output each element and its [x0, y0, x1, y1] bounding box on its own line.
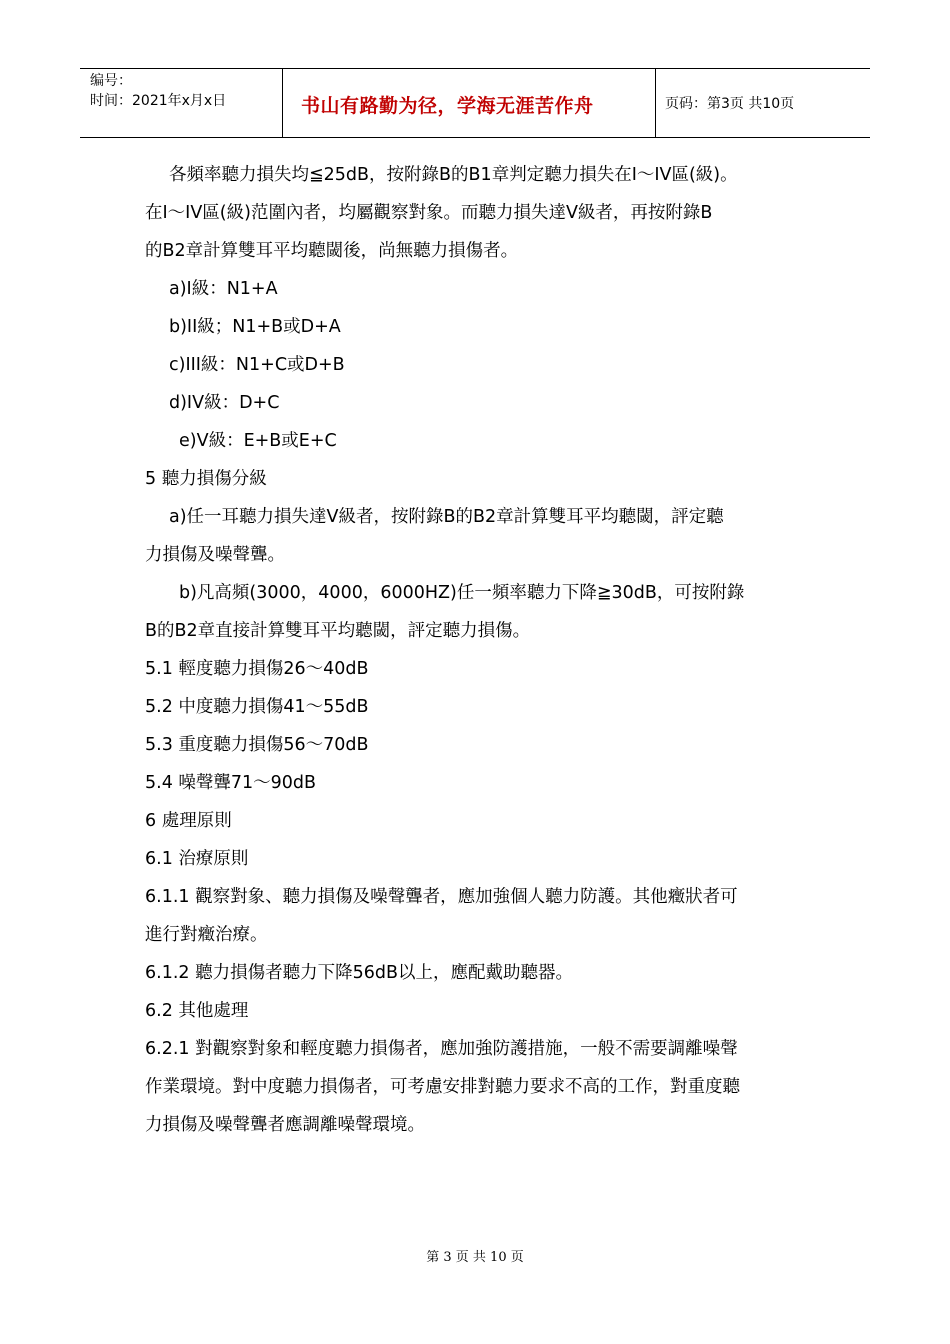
- subsection-heading: 5.4 噪聲聾71～90dB: [145, 773, 317, 793]
- subsection-heading: 6.2 其他處理: [145, 1001, 249, 1021]
- header-motto: 书山有路勤为径，学海无涯苦作舟: [301, 95, 594, 117]
- body-line: 力損傷及噪聲聾。: [145, 545, 285, 565]
- subsection-heading: 6.1 治療原則: [145, 849, 249, 869]
- body-line: B的B2章直接計算雙耳平均聽閾，評定聽力損傷。: [145, 621, 531, 641]
- page-header: [80, 68, 870, 138]
- grade-item: b)II級；N1+B或D+A: [169, 317, 341, 337]
- body-line: 各頻率聽力損失均≦25dB，按附錄B的B1章判定聽力損失在I～IV區(級)。: [169, 165, 738, 185]
- body-line: 進行對癥治療。: [145, 925, 268, 945]
- section-heading: 6 處理原則: [145, 811, 232, 831]
- document-body: [145, 156, 825, 1144]
- body-line: 的B2章計算雙耳平均聽閾後，尚無聽力損傷者。: [145, 241, 519, 261]
- header-motto-cell: [282, 69, 656, 137]
- body-line: a)任一耳聽力損失達V級者，按附錄B的B2章計算雙耳平均聽閾，評定聽: [169, 507, 724, 527]
- section-heading: 5 聽力損傷分級: [145, 469, 267, 489]
- body-line: 6.2.1 對觀察對象和輕度聽力損傷者，應加強防護措施，一般不需要調離噪聲: [145, 1039, 738, 1059]
- grade-item: d)IV級：D+C: [169, 393, 280, 413]
- grade-item: a)I級：N1+A: [169, 279, 278, 299]
- body-line: 在I～IV區(級)范圍內者，均屬觀察對象。而聽力損失達V級者，再按附錄B: [145, 203, 713, 223]
- grade-item: e)V級：E+B或E+C: [179, 431, 337, 451]
- subsection-heading: 5.2 中度聽力損傷41～55dB: [145, 697, 369, 717]
- body-line: 6.1.1 觀察對象、聽力損傷及噪聲聾者，應加強個人聽力防護。其他癥狀者可: [145, 887, 738, 907]
- header-page-cell: [655, 69, 870, 137]
- page-footer: 第 3 页 共 10 页: [426, 1250, 524, 1265]
- document-number-label: 编号：: [90, 73, 132, 89]
- document-date-label: 时间：2021年x月x日: [90, 93, 227, 109]
- subsection-heading: 5.1 輕度聽力損傷26～40dB: [145, 659, 369, 679]
- header-meta-cell: [80, 69, 282, 137]
- body-line: b)凡高頻(3000，4000，6000HZ)任一頻率聽力下降≧30dB，可按附錄: [179, 583, 745, 603]
- body-line: 作業環境。對中度聽力損傷者，可考慮安排對聽力要求不高的工作，對重度聽: [145, 1077, 740, 1097]
- subsection-heading: 5.3 重度聽力損傷56～70dB: [145, 735, 369, 755]
- body-line: 力損傷及噪聲聾者應調離噪聲環境。: [145, 1115, 425, 1135]
- body-line: 6.1.2 聽力損傷者聽力下降56dB以上，應配戴助聽器。: [145, 963, 573, 983]
- grade-item: c)III級：N1+C或D+B: [169, 355, 345, 375]
- header-page-info: 页码：第3页 共10页: [665, 96, 795, 112]
